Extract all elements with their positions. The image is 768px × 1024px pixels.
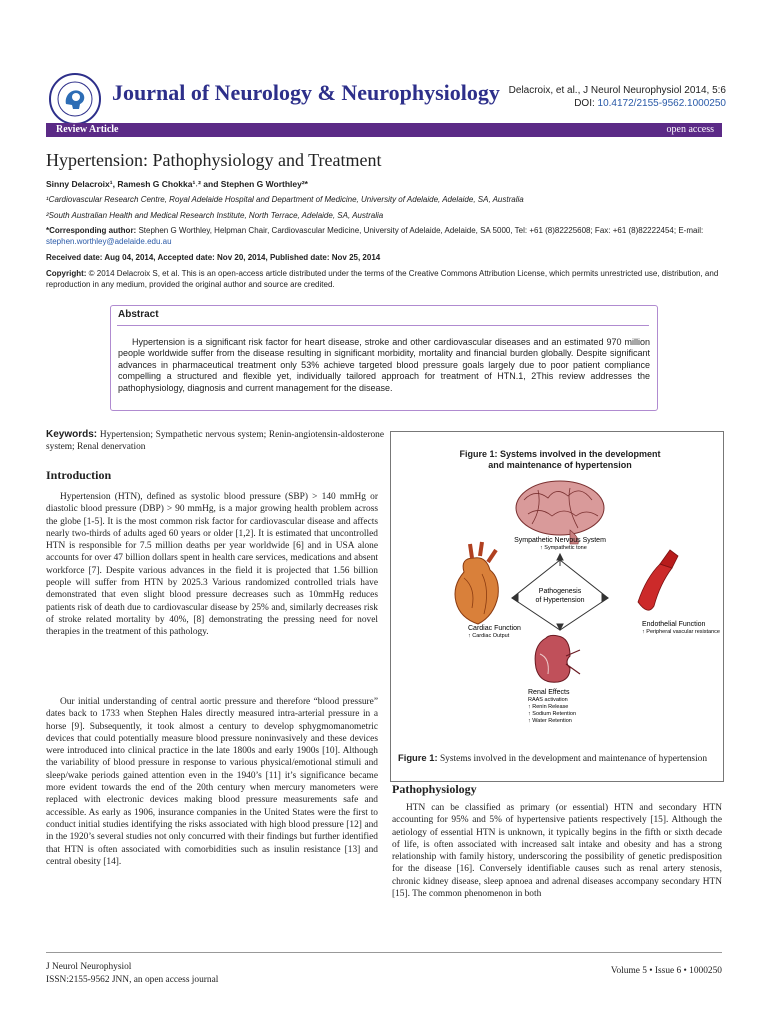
affiliation-2: ²South Australian Health and Medical Research Institute, North Terrace, Adelaide, SA, Australia <box>46 211 384 220</box>
citation <box>509 84 726 110</box>
article-title: Hypertension: Pathophysiology and Treatment <box>46 150 382 170</box>
figure-caption-text: Systems involved in the development and maintenance of hypertension <box>437 754 708 764</box>
kidney-icon <box>535 635 580 682</box>
access-label: open access <box>666 124 714 135</box>
citation-text: Delacroix, et al., J Neurol Neurophysiol 2014, 5:6 <box>508 85 726 96</box>
figure-caption-label: Figure 1: <box>398 752 438 763</box>
figure-title <box>420 449 700 471</box>
heart-label: Cardiac Function <box>468 625 521 632</box>
keywords-text: Hypertension; Sympathetic nervous system; Renin-angiotensin-aldosterone system; Renal denervation <box>46 430 384 453</box>
figure-title-line-2: and maintenance of hypertension <box>488 460 632 470</box>
heart-sublabel: ↑ Cardiac Output <box>468 633 510 639</box>
kidney-sublabel-4: ↑ Water Retention <box>528 718 572 724</box>
corresponding-author <box>46 225 722 247</box>
pathophysiology-heading: Pathophysiology <box>392 782 477 796</box>
abstract-divider <box>117 325 649 326</box>
vessel-sublabel: ↑ Peripheral vascular resistance <box>642 629 720 635</box>
vessel-label: Endothelial Function <box>642 621 706 628</box>
copyright <box>46 268 722 290</box>
article-dates: Received date: Aug 04, 2014, Accepted date: Nov 20, 2014, Published date: Nov 25, 2014 <box>46 253 381 262</box>
footer-journal-name: J Neurol Neurophysiol <box>46 962 132 972</box>
center-line-1: Pathogenesis <box>538 588 582 595</box>
doi-link[interactable]: 10.4172/2155-9562.1000250 <box>597 98 726 109</box>
footer-issn: ISSN:2155-9562 JNN, an open access journal <box>46 975 219 985</box>
copyright-text: © 2014 Delacroix S, et al. This is an open-access article distributed under the terms of the Creative Commons Attribution License, which permits unrestricted use, distribution, and reproduction in any medium, provided the original author and source are credited. <box>46 269 719 289</box>
kidney-sublabel-1: RAAS activation <box>528 697 568 703</box>
kidney-sublabel-3: ↑ Sodium Retention <box>528 711 576 717</box>
introduction-heading: Introduction <box>46 468 112 482</box>
email-link[interactable]: stephen.worthley@adelaide.edu.au <box>46 237 172 246</box>
introduction-paragraph-1: Hypertension (HTN), defined as systolic blood pressure (SBP) > 140 mmHg or diastolic blood pressure (DBP) > 90 mmHg, is a major growing health problem across the globe [1-5]. It is the most common risk factor for cardiovascular disease and affects nearly two-thirds of adults aged 60 years or older [1,2]. It is estimated that uncontrolled HTN is responsible for 7.5 million deaths per year worldwide [6] and in USA alone accounts for over 47 billion dollars spent in health care services, medications and absent workforce [7]. Despite various advances in the field it is projected that 1.56 billion people will suffer from HTN by 2025.3 Various randomized controlled trials have demonstrated that even slight blood pressure decreases such as 10mmHg reduces patients risk of death due to cardiovascular disease by 25% and, similarly decreases risk of stroke related mortality by 40%, [8] demonstrating the pressing need for novel therapies in the treatment of this pathology. <box>46 492 378 638</box>
article-type: Review Article <box>56 124 119 135</box>
journal-logo <box>48 72 102 126</box>
keywords-label: Keywords: <box>46 429 98 440</box>
doi-label: DOI: <box>574 98 598 109</box>
figure-title-line-1: Figure 1: Systems involved in the development <box>459 449 661 459</box>
figure-diagram <box>420 478 720 740</box>
figure-caption <box>398 752 716 765</box>
center-line-2: of Hypertension <box>535 597 585 604</box>
journal-title: Journal of Neurology & Neurophysiology <box>112 80 500 105</box>
kidney-label: Renal Effects <box>528 689 570 696</box>
corresponding-text: Stephen G Worthley, Helpman Chair, Cardiovascular Medicine, University of Adelaide, Adelaide, SA 5000, Tel: +61 (8)82225608; Fax: +61 (8)82222454; E-mail: <box>136 226 704 235</box>
abstract-heading: Abstract <box>118 309 159 320</box>
affiliation-1: ¹Cardiovascular Research Centre, Royal Adelaide Hospital and Department of Medicine, University of Adelaide, Adelaide, SA, Australia <box>46 195 524 204</box>
heart-icon <box>455 542 498 624</box>
copyright-label: Copyright: <box>46 269 87 278</box>
introduction-paragraph-2: Our initial understanding of central aortic pressure and therefore “blood pressure” dates back to 1733 when Stephen Hales directly measured intra-arterial pressure in a horse [9]. Subsequently, it took almost a century to develop sphygmomanometric devices that could potentially measure blood pressure noninvasively and these devices were introduced into clinical practice in the late 1800s and early 1900s [10]. Although the variability of blood pressure in response to various physical/emotional stimuli and sleep/wake periods gained attention even in the 1940’s [11] it’s significance became more evident towards the end of the 20th century when mercury manometers were replaced with electronic devices making blood pressure measurements safe and accessible. As early as 1906, insurance companies in the United States were the first to conduct initial studies identifying the risks associated with high blood pressure [12] and in the 1920’s several studies not only concurred with their findings but further identified that HTN is often associated with comorbidities such as insulin resistance [13] and central obesity [14]. <box>46 697 378 867</box>
brain-icon <box>516 481 604 544</box>
footer-divider <box>46 952 722 953</box>
brain-sublabel: ↑ Sympathetic tone <box>540 545 587 551</box>
footer-journal <box>46 961 218 987</box>
abstract-text: Hypertension is a significant risk factor for heart disease, stroke and other cardiovascular diseases and an estimated 970 million people worldwide suffer from the disease resulting in significant morbidity, mortality and financial burden globally. Despite significant advances in pharmaceutical treatment only 53% achieve targeted blood pressure goals largely due to poor patient compliance compelling a structured and flexible yet, individually tailored approach for treatment of HTN.1, 2This review addresses the pathophysiology, diagnosis and current management for the disease. <box>118 337 650 393</box>
corresponding-label: *Corresponding author: <box>46 226 137 235</box>
blood-vessel-icon <box>638 550 678 610</box>
header-bar <box>46 123 722 137</box>
kidney-sublabel-2: ↑ Renin Release <box>528 704 569 710</box>
pathophysiology-paragraph-1: HTN can be classified as primary (or essential) HTN and secondary HTN accounting for 95% and 5% of hypertensive patients respectively [15]. Although the aetiology of essential HTN is unknown, it typically begins in the fifth or sixth decade of life, is often associated with increased salt intake and obesity and has a strong relationship with family history, underscoring the possibility of genetic predisposition for the disease [16]. Conversely identifiable causes such as renal artery stenosis, chronic kidney disease, sleep apnoea and adrenal diseases accompany secondary HTN [15]. The common phenomenon in both <box>392 803 722 900</box>
brain-label: Sympathetic Nervous System <box>514 537 606 544</box>
footer-volume: Volume 5 • Issue 6 • 1000250 <box>610 966 722 976</box>
authors: Sinny Delacroix¹, Ramesh G Chokka¹˒² and Stephen G Worthley²* <box>46 179 308 189</box>
keywords <box>46 429 384 454</box>
